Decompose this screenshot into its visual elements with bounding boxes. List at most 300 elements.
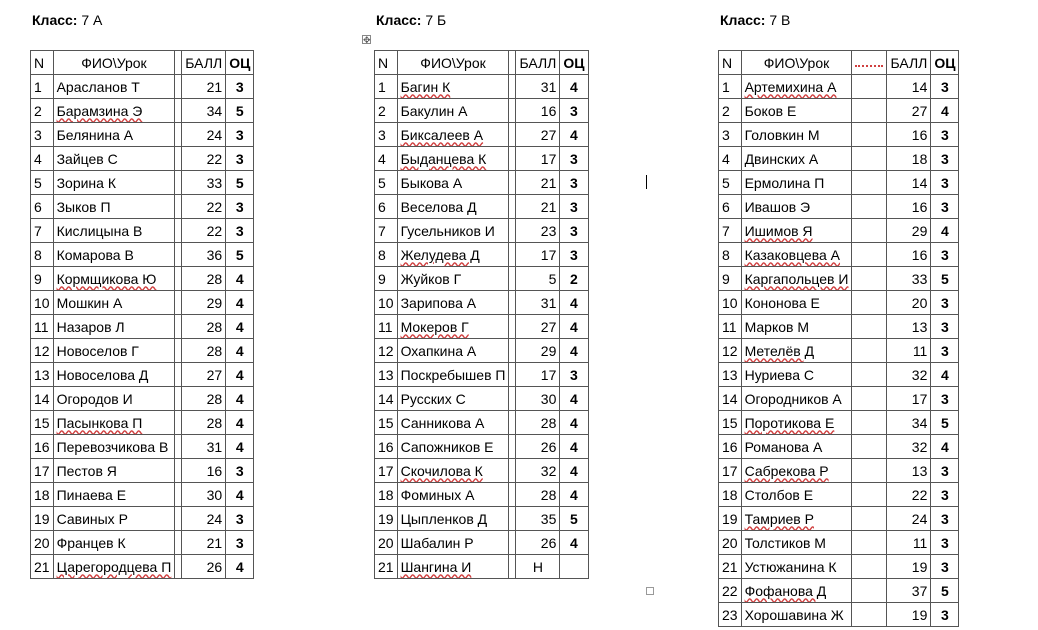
row-empty-cell[interactable] xyxy=(175,531,182,555)
row-empty-cell[interactable] xyxy=(509,99,516,123)
row-empty-cell[interactable] xyxy=(852,435,887,459)
grade-value[interactable]: 4 xyxy=(931,435,959,459)
score-value[interactable]: 11 xyxy=(887,339,931,363)
student-name[interactable] xyxy=(741,507,852,531)
score-value[interactable]: 22 xyxy=(887,483,931,507)
grade-value[interactable]: 5 xyxy=(931,267,959,291)
row-number[interactable]: 11 xyxy=(719,315,742,339)
grade-value[interactable]: 5 xyxy=(931,579,959,603)
score-value[interactable]: 36 xyxy=(182,243,226,267)
row-number[interactable]: 6 xyxy=(375,195,398,219)
grade-value[interactable]: 4 xyxy=(226,435,254,459)
grade-value[interactable]: 3 xyxy=(560,363,588,387)
row-empty-cell[interactable] xyxy=(509,315,516,339)
score-value[interactable]: 28 xyxy=(182,411,226,435)
student-name[interactable]: Столбов Е xyxy=(741,483,852,507)
table-resize-handle-icon[interactable] xyxy=(646,587,654,595)
grade-value[interactable]: 4 xyxy=(560,123,588,147)
score-value[interactable]: 28 xyxy=(516,483,560,507)
grade-value[interactable]: 4 xyxy=(226,267,254,291)
row-number[interactable]: 20 xyxy=(719,531,742,555)
row-empty-cell[interactable] xyxy=(509,291,516,315)
student-name[interactable]: Двинских А xyxy=(741,147,852,171)
row-empty-cell[interactable] xyxy=(509,243,516,267)
row-empty-cell[interactable] xyxy=(852,75,887,99)
grade-value[interactable]: 4 xyxy=(226,387,254,411)
student-name[interactable]: Фоминых А xyxy=(397,483,509,507)
student-name[interactable] xyxy=(741,267,852,291)
row-empty-cell[interactable] xyxy=(852,195,887,219)
student-name[interactable] xyxy=(397,459,509,483)
grade-value[interactable]: 4 xyxy=(226,363,254,387)
student-name[interactable]: Кононова Е xyxy=(741,291,852,315)
score-value[interactable]: 26 xyxy=(516,435,560,459)
score-value[interactable]: 17 xyxy=(516,243,560,267)
student-name[interactable] xyxy=(741,339,852,363)
row-empty-cell[interactable] xyxy=(509,195,516,219)
score-value[interactable]: 21 xyxy=(182,75,226,99)
student-name[interactable] xyxy=(53,267,175,291)
row-empty-cell[interactable] xyxy=(509,555,516,579)
row-empty-cell[interactable] xyxy=(852,411,887,435)
row-number[interactable]: 4 xyxy=(31,147,54,171)
grade-value[interactable]: 3 xyxy=(226,507,254,531)
row-number[interactable]: 21 xyxy=(719,555,742,579)
row-number[interactable]: 3 xyxy=(375,123,398,147)
score-value[interactable]: 19 xyxy=(887,555,931,579)
grade-value[interactable]: 3 xyxy=(931,387,959,411)
grade-value[interactable]: 5 xyxy=(931,411,959,435)
row-empty-cell[interactable] xyxy=(852,555,887,579)
grade-value[interactable]: 3 xyxy=(931,459,959,483)
row-empty-cell[interactable] xyxy=(852,387,887,411)
grade-value[interactable]: 4 xyxy=(931,363,959,387)
student-name[interactable]: Романова А xyxy=(741,435,852,459)
row-empty-cell[interactable] xyxy=(175,555,182,579)
row-number[interactable]: 14 xyxy=(719,387,742,411)
score-value[interactable]: 29 xyxy=(887,219,931,243)
row-empty-cell[interactable] xyxy=(509,219,516,243)
row-number[interactable]: 6 xyxy=(31,195,54,219)
row-number[interactable]: 15 xyxy=(719,411,742,435)
score-value[interactable]: 22 xyxy=(182,147,226,171)
grade-value[interactable]: 4 xyxy=(560,531,588,555)
row-empty-cell[interactable] xyxy=(509,339,516,363)
student-name[interactable] xyxy=(397,315,509,339)
row-empty-cell[interactable] xyxy=(852,459,887,483)
score-value[interactable]: 34 xyxy=(182,99,226,123)
student-name[interactable]: Боков Е xyxy=(741,99,852,123)
row-empty-cell[interactable] xyxy=(852,339,887,363)
row-number[interactable]: 22 xyxy=(719,579,742,603)
student-name[interactable]: Сапожников Е xyxy=(397,435,509,459)
grade-value[interactable]: 3 xyxy=(931,603,959,627)
row-empty-cell[interactable] xyxy=(852,147,887,171)
row-number[interactable]: 18 xyxy=(719,483,742,507)
row-number[interactable]: 20 xyxy=(375,531,398,555)
student-name[interactable] xyxy=(741,579,852,603)
row-empty-cell[interactable] xyxy=(175,123,182,147)
row-number[interactable]: 18 xyxy=(375,483,398,507)
row-number[interactable]: 11 xyxy=(31,315,54,339)
score-value[interactable]: 16 xyxy=(887,123,931,147)
row-number[interactable]: 13 xyxy=(31,363,54,387)
score-value[interactable]: 19 xyxy=(887,603,931,627)
score-value[interactable]: 17 xyxy=(516,147,560,171)
row-empty-cell[interactable] xyxy=(175,171,182,195)
grade-value[interactable]: 2 xyxy=(560,267,588,291)
grade-value[interactable]: 4 xyxy=(226,483,254,507)
student-name[interactable] xyxy=(53,99,175,123)
student-name[interactable]: Ивашов Э xyxy=(741,195,852,219)
row-empty-cell[interactable] xyxy=(175,363,182,387)
grade-value[interactable]: 4 xyxy=(226,315,254,339)
row-empty-cell[interactable] xyxy=(175,435,182,459)
row-number[interactable]: 1 xyxy=(375,75,398,99)
grade-value[interactable]: 3 xyxy=(226,459,254,483)
row-empty-cell[interactable] xyxy=(175,147,182,171)
student-name[interactable]: Огородников А xyxy=(741,387,852,411)
row-empty-cell[interactable] xyxy=(852,483,887,507)
grade-value[interactable]: 4 xyxy=(931,219,959,243)
score-value[interactable]: 31 xyxy=(182,435,226,459)
row-empty-cell[interactable] xyxy=(509,483,516,507)
grade-value[interactable]: 3 xyxy=(931,555,959,579)
row-number[interactable]: 19 xyxy=(375,507,398,531)
student-name[interactable]: Цыпленков Д xyxy=(397,507,509,531)
grade-value[interactable]: 4 xyxy=(560,483,588,507)
row-number[interactable]: 23 xyxy=(719,603,742,627)
score-value[interactable]: 16 xyxy=(887,243,931,267)
student-name[interactable]: Мошкин А xyxy=(53,291,175,315)
student-name[interactable]: Пинаева Е xyxy=(53,483,175,507)
row-number[interactable]: 7 xyxy=(375,219,398,243)
row-empty-cell[interactable] xyxy=(852,291,887,315)
row-number[interactable]: 11 xyxy=(375,315,398,339)
row-number[interactable]: 10 xyxy=(375,291,398,315)
student-name[interactable]: Арасланов Т xyxy=(53,75,175,99)
student-name[interactable]: Головкин М xyxy=(741,123,852,147)
row-empty-cell[interactable] xyxy=(175,195,182,219)
student-name[interactable] xyxy=(741,243,852,267)
grade-value[interactable]: 3 xyxy=(226,195,254,219)
score-value[interactable]: 27 xyxy=(182,363,226,387)
row-empty-cell[interactable] xyxy=(509,147,516,171)
row-empty-cell[interactable] xyxy=(852,99,887,123)
student-name[interactable]: Комарова В xyxy=(53,243,175,267)
grade-value[interactable]: 4 xyxy=(560,459,588,483)
student-name[interactable] xyxy=(741,219,852,243)
row-number[interactable]: 3 xyxy=(719,123,742,147)
student-name[interactable]: Санникова А xyxy=(397,411,509,435)
grade-value[interactable]: 3 xyxy=(560,99,588,123)
score-value[interactable]: 16 xyxy=(182,459,226,483)
grade-value[interactable]: 4 xyxy=(560,387,588,411)
grade-value[interactable]: 4 xyxy=(226,555,254,579)
grade-value[interactable]: 3 xyxy=(931,315,959,339)
row-number[interactable]: 5 xyxy=(719,171,742,195)
grade-value[interactable]: 5 xyxy=(226,99,254,123)
row-number[interactable]: 10 xyxy=(719,291,742,315)
row-empty-cell[interactable] xyxy=(175,483,182,507)
score-value[interactable]: 17 xyxy=(887,387,931,411)
row-empty-cell[interactable] xyxy=(852,363,887,387)
row-number[interactable]: 19 xyxy=(31,507,54,531)
student-name[interactable]: Быкова А xyxy=(397,171,509,195)
score-value[interactable]: 24 xyxy=(182,123,226,147)
grade-value[interactable]: 4 xyxy=(931,99,959,123)
row-number[interactable]: 13 xyxy=(719,363,742,387)
student-name[interactable] xyxy=(397,75,509,99)
score-value[interactable]: 31 xyxy=(516,291,560,315)
score-value[interactable]: 23 xyxy=(516,219,560,243)
row-empty-cell[interactable] xyxy=(852,603,887,627)
score-value[interactable]: 30 xyxy=(516,387,560,411)
row-empty-cell[interactable] xyxy=(175,507,182,531)
student-name[interactable] xyxy=(53,411,175,435)
row-number[interactable]: 16 xyxy=(719,435,742,459)
student-name[interactable]: Новоселова Д xyxy=(53,363,175,387)
row-number[interactable]: 8 xyxy=(719,243,742,267)
row-number[interactable]: 4 xyxy=(375,147,398,171)
student-name[interactable]: Зарипова А xyxy=(397,291,509,315)
row-empty-cell[interactable] xyxy=(509,171,516,195)
row-number[interactable]: 1 xyxy=(719,75,742,99)
row-number[interactable]: 7 xyxy=(719,219,742,243)
student-name[interactable]: Зайцев С xyxy=(53,147,175,171)
score-value[interactable]: 37 xyxy=(887,579,931,603)
grade-value[interactable]: 3 xyxy=(931,195,959,219)
row-empty-cell[interactable] xyxy=(852,579,887,603)
score-value[interactable]: 22 xyxy=(182,219,226,243)
row-number[interactable]: 17 xyxy=(31,459,54,483)
row-empty-cell[interactable] xyxy=(509,507,516,531)
grade-value[interactable]: 5 xyxy=(226,171,254,195)
student-name[interactable]: Поскребышев П xyxy=(397,363,509,387)
row-empty-cell[interactable] xyxy=(509,75,516,99)
row-number[interactable]: 9 xyxy=(31,267,54,291)
row-number[interactable]: 7 xyxy=(31,219,54,243)
row-number[interactable]: 19 xyxy=(719,507,742,531)
student-name[interactable]: Ермолина П xyxy=(741,171,852,195)
score-value[interactable]: Н xyxy=(516,555,560,579)
score-value[interactable]: 34 xyxy=(887,411,931,435)
score-value[interactable]: 20 xyxy=(887,291,931,315)
row-number[interactable]: 17 xyxy=(719,459,742,483)
student-name[interactable]: Хорошавина Ж xyxy=(741,603,852,627)
grade-value[interactable]: 4 xyxy=(560,435,588,459)
score-value[interactable]: 29 xyxy=(516,339,560,363)
grade-value[interactable]: 3 xyxy=(226,75,254,99)
row-number[interactable]: 5 xyxy=(31,171,54,195)
score-value[interactable]: 27 xyxy=(516,315,560,339)
grade-value[interactable]: 3 xyxy=(931,123,959,147)
student-name[interactable]: Веселова Д xyxy=(397,195,509,219)
score-value[interactable]: 21 xyxy=(516,195,560,219)
grade-value[interactable]: 3 xyxy=(226,531,254,555)
score-value[interactable]: 28 xyxy=(182,339,226,363)
student-name[interactable]: Нуриева С xyxy=(741,363,852,387)
row-empty-cell[interactable] xyxy=(852,123,887,147)
grade-value[interactable]: 4 xyxy=(560,291,588,315)
score-value[interactable]: 32 xyxy=(516,459,560,483)
row-empty-cell[interactable] xyxy=(175,267,182,291)
grades-table-7a[interactable] xyxy=(30,50,254,579)
grade-value[interactable]: 4 xyxy=(560,315,588,339)
grade-value[interactable]: 3 xyxy=(931,507,959,531)
row-number[interactable]: 16 xyxy=(375,435,398,459)
score-value[interactable]: 28 xyxy=(182,267,226,291)
student-name[interactable]: Белянина А xyxy=(53,123,175,147)
grade-value[interactable]: 3 xyxy=(931,483,959,507)
grades-table-7v[interactable] xyxy=(718,50,959,627)
row-number[interactable]: 21 xyxy=(31,555,54,579)
row-number[interactable]: 12 xyxy=(375,339,398,363)
score-value[interactable]: 27 xyxy=(887,99,931,123)
grade-value[interactable]: 4 xyxy=(226,411,254,435)
student-name[interactable]: Устюжанина К xyxy=(741,555,852,579)
table-move-handle-icon[interactable] xyxy=(362,35,371,44)
row-empty-cell[interactable] xyxy=(509,363,516,387)
student-name[interactable] xyxy=(397,555,509,579)
row-number[interactable]: 21 xyxy=(375,555,398,579)
grade-value[interactable]: 5 xyxy=(226,243,254,267)
score-value[interactable]: 18 xyxy=(887,147,931,171)
row-empty-cell[interactable] xyxy=(175,243,182,267)
score-value[interactable]: 5 xyxy=(516,267,560,291)
row-empty-cell[interactable] xyxy=(852,531,887,555)
grade-value[interactable]: 3 xyxy=(931,291,959,315)
grade-value[interactable]: 4 xyxy=(560,411,588,435)
row-empty-cell[interactable] xyxy=(509,123,516,147)
student-name[interactable]: Савиных Р xyxy=(53,507,175,531)
row-empty-cell[interactable] xyxy=(509,459,516,483)
student-name[interactable] xyxy=(741,459,852,483)
student-name[interactable]: Марков М xyxy=(741,315,852,339)
student-name[interactable]: Гусельников И xyxy=(397,219,509,243)
row-empty-cell[interactable] xyxy=(852,243,887,267)
score-value[interactable]: 26 xyxy=(182,555,226,579)
row-empty-cell[interactable] xyxy=(175,99,182,123)
score-value[interactable]: 31 xyxy=(516,75,560,99)
student-name[interactable]: Кислицына В xyxy=(53,219,175,243)
grade-value[interactable]: 5 xyxy=(560,507,588,531)
score-value[interactable]: 13 xyxy=(887,459,931,483)
student-name[interactable] xyxy=(741,411,852,435)
grade-value[interactable]: 3 xyxy=(931,147,959,171)
grade-value[interactable]: 4 xyxy=(226,339,254,363)
row-number[interactable]: 13 xyxy=(375,363,398,387)
row-number[interactable]: 18 xyxy=(31,483,54,507)
row-number[interactable]: 15 xyxy=(31,411,54,435)
grade-value[interactable]: 3 xyxy=(560,219,588,243)
score-value[interactable]: 24 xyxy=(182,507,226,531)
score-value[interactable]: 33 xyxy=(887,267,931,291)
student-name[interactable]: Бакулин А xyxy=(397,99,509,123)
grades-table-7b[interactable] xyxy=(374,50,589,579)
row-empty-cell[interactable] xyxy=(509,411,516,435)
grade-value[interactable]: 3 xyxy=(931,75,959,99)
grade-value[interactable]: 4 xyxy=(560,339,588,363)
student-name[interactable]: Назаров Л xyxy=(53,315,175,339)
student-name[interactable]: Шабалин Р xyxy=(397,531,509,555)
score-value[interactable]: 21 xyxy=(516,171,560,195)
row-number[interactable]: 12 xyxy=(31,339,54,363)
row-number[interactable]: 9 xyxy=(719,267,742,291)
row-number[interactable]: 1 xyxy=(31,75,54,99)
row-empty-cell[interactable] xyxy=(175,75,182,99)
row-number[interactable]: 14 xyxy=(31,387,54,411)
row-number[interactable]: 6 xyxy=(719,195,742,219)
score-value[interactable]: 28 xyxy=(516,411,560,435)
score-value[interactable]: 14 xyxy=(887,171,931,195)
row-number[interactable]: 14 xyxy=(375,387,398,411)
score-value[interactable]: 21 xyxy=(182,531,226,555)
grade-value[interactable]: 3 xyxy=(560,171,588,195)
student-name[interactable]: Зорина К xyxy=(53,171,175,195)
student-name[interactable]: Толстиков М xyxy=(741,531,852,555)
student-name[interactable]: Францев К xyxy=(53,531,175,555)
row-number[interactable]: 15 xyxy=(375,411,398,435)
row-number[interactable]: 8 xyxy=(375,243,398,267)
grade-value[interactable]: 3 xyxy=(560,147,588,171)
grade-value[interactable]: 3 xyxy=(226,147,254,171)
student-name[interactable] xyxy=(397,147,509,171)
student-name[interactable] xyxy=(397,123,509,147)
row-number[interactable]: 2 xyxy=(31,99,54,123)
row-empty-cell[interactable] xyxy=(852,507,887,531)
student-name[interactable]: Охапкина А xyxy=(397,339,509,363)
score-value[interactable]: 14 xyxy=(887,75,931,99)
row-empty-cell[interactable] xyxy=(175,339,182,363)
student-name[interactable] xyxy=(53,555,175,579)
grade-value[interactable]: 3 xyxy=(226,123,254,147)
student-name[interactable]: Зыков П xyxy=(53,195,175,219)
grade-value[interactable] xyxy=(560,555,588,579)
score-value[interactable]: 26 xyxy=(516,531,560,555)
row-number[interactable]: 5 xyxy=(375,171,398,195)
row-empty-cell[interactable] xyxy=(509,531,516,555)
score-value[interactable]: 24 xyxy=(887,507,931,531)
student-name[interactable] xyxy=(741,75,852,99)
grade-value[interactable]: 3 xyxy=(931,171,959,195)
score-value[interactable]: 22 xyxy=(182,195,226,219)
score-value[interactable]: 35 xyxy=(516,507,560,531)
row-number[interactable]: 10 xyxy=(31,291,54,315)
score-value[interactable]: 27 xyxy=(516,123,560,147)
row-number[interactable]: 20 xyxy=(31,531,54,555)
row-number[interactable]: 12 xyxy=(719,339,742,363)
score-value[interactable]: 28 xyxy=(182,315,226,339)
row-number[interactable]: 2 xyxy=(375,99,398,123)
row-empty-cell[interactable] xyxy=(175,411,182,435)
student-name[interactable]: Русских С xyxy=(397,387,509,411)
grade-value[interactable]: 3 xyxy=(560,243,588,267)
student-name[interactable]: Перевозчикова В xyxy=(53,435,175,459)
grade-value[interactable]: 3 xyxy=(560,195,588,219)
student-name[interactable]: Пестов Я xyxy=(53,459,175,483)
row-empty-cell[interactable] xyxy=(509,435,516,459)
score-value[interactable]: 32 xyxy=(887,363,931,387)
student-name[interactable]: Огородов И xyxy=(53,387,175,411)
grade-value[interactable]: 4 xyxy=(226,291,254,315)
score-value[interactable]: 30 xyxy=(182,483,226,507)
row-empty-cell[interactable] xyxy=(175,291,182,315)
row-empty-cell[interactable] xyxy=(175,459,182,483)
student-name[interactable]: Жуйков Г xyxy=(397,267,509,291)
row-number[interactable]: 16 xyxy=(31,435,54,459)
row-empty-cell[interactable] xyxy=(175,315,182,339)
